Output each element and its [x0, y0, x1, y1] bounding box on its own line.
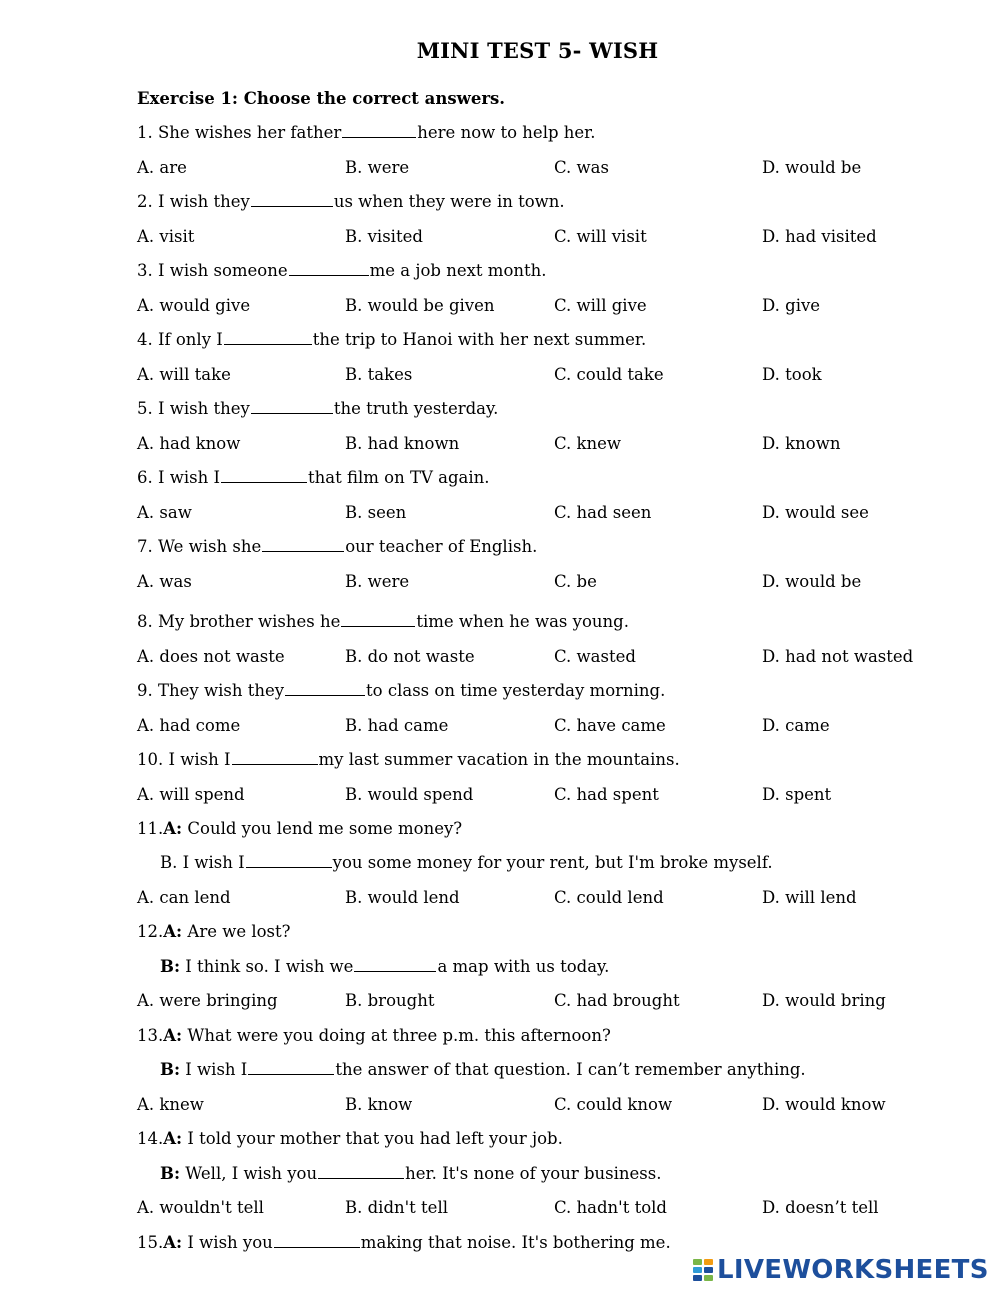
option-c[interactable]: C. wasted	[554, 647, 636, 666]
option-c[interactable]: C. had brought	[554, 991, 680, 1010]
speaker-b-label: B:	[160, 1164, 181, 1183]
speaker-b-text: I wish I	[177, 853, 245, 872]
question-stem: 5. I wish they	[137, 399, 250, 418]
option-d[interactable]: D. would be	[762, 158, 862, 177]
question-stem-end: here now to help her.	[417, 123, 596, 142]
option-a[interactable]: A. wouldn't tell	[137, 1198, 264, 1217]
question-stem-end: to class on time yesterday morning.	[366, 681, 666, 700]
question-number: 14.	[137, 1129, 164, 1148]
option-b[interactable]: B. would lend	[345, 888, 460, 907]
liveworksheets-logo-icon	[692, 1257, 714, 1283]
speaker-b-text-end: her. It's none of your business.	[405, 1164, 662, 1183]
question-number: 13.	[137, 1026, 164, 1045]
option-b[interactable]: B. didn't tell	[345, 1198, 449, 1217]
option-c[interactable]: C. could take	[554, 365, 664, 384]
option-d[interactable]: D. would know	[762, 1095, 886, 1114]
speaker-a-text: I wish you	[182, 1233, 273, 1252]
speaker-a-label: A:	[163, 1233, 183, 1252]
question-stem-end: that film on TV again.	[308, 468, 490, 487]
speaker-b-text-end: a map with us today.	[437, 957, 610, 976]
speaker-a-text: Could you lend me some money?	[182, 819, 463, 838]
answer-blank[interactable]	[285, 680, 365, 696]
option-b[interactable]: B. takes	[345, 365, 413, 384]
option-a[interactable]: A. will take	[137, 365, 231, 384]
answer-blank[interactable]	[318, 1163, 404, 1179]
speaker-a-label: A:	[163, 819, 183, 838]
answer-blank[interactable]	[221, 467, 307, 483]
speaker-a-text: Are we lost?	[182, 922, 291, 941]
option-a[interactable]: A. will spend	[137, 785, 245, 804]
question-stem-end: my last summer vacation in the mountains.	[318, 750, 680, 769]
question-stem: 3. I wish someone	[137, 261, 288, 280]
question-stem: 8. My brother wishes he	[137, 612, 341, 631]
question-stem-end: us when they were in town.	[333, 192, 565, 211]
question-stem-end: me a job next month.	[369, 261, 547, 280]
speaker-b-text: Well, I wish you	[180, 1164, 318, 1183]
question-stem-end: the trip to Hanoi with her next summer.	[312, 330, 647, 349]
option-d[interactable]: D. would be	[762, 572, 862, 591]
option-c[interactable]: C. had seen	[554, 503, 652, 522]
option-b[interactable]: B. had came	[345, 716, 449, 735]
speaker-b-label: B:	[160, 1060, 181, 1079]
exercise-heading: Exercise 1: Choose the correct answers.	[137, 89, 506, 108]
answer-blank[interactable]	[262, 536, 344, 552]
answer-blank[interactable]	[224, 329, 312, 345]
option-b[interactable]: B. seen	[345, 503, 407, 522]
speaker-a-label: A:	[163, 1026, 183, 1045]
option-b[interactable]: B. do not waste	[345, 647, 475, 666]
logo-text: LIVEWORKSHEETS	[717, 1255, 989, 1285]
option-d[interactable]: D. would see	[762, 503, 869, 522]
answer-blank[interactable]	[248, 1059, 334, 1075]
option-a[interactable]: A. can lend	[137, 888, 231, 907]
question-stem-end: time when he was young.	[416, 612, 629, 631]
option-c[interactable]: C. will give	[554, 296, 647, 315]
option-a[interactable]: A. was	[137, 572, 192, 591]
option-d[interactable]: D. had not wasted	[762, 647, 914, 666]
option-d[interactable]: D. came	[762, 716, 830, 735]
question-stem: 10. I wish I	[137, 750, 231, 769]
speaker-b-text-end: the answer of that question. I can’t remember anything.	[335, 1060, 806, 1079]
option-b[interactable]: B. were	[345, 158, 410, 177]
speaker-a-text: What were you doing at three p.m. this afternoon?	[182, 1026, 611, 1045]
question-number: 11.	[137, 819, 164, 838]
liveworksheets-logo	[692, 1253, 989, 1287]
option-c[interactable]: C. be	[554, 572, 597, 591]
answer-blank[interactable]	[341, 611, 415, 627]
speaker-a-text-end: making that noise. It's bothering me.	[360, 1233, 671, 1252]
option-b[interactable]: B. were	[345, 572, 410, 591]
question-stem: 1. She wishes her father	[137, 123, 342, 142]
option-a[interactable]: A. would give	[137, 296, 251, 315]
answer-blank[interactable]	[354, 956, 436, 972]
speaker-a-text: I told your mother that you had left your job.	[182, 1129, 563, 1148]
option-c[interactable]: C. will visit	[554, 227, 647, 246]
option-a[interactable]: A. are	[137, 158, 187, 177]
option-d[interactable]: D. known	[762, 434, 841, 453]
speaker-b-label: B:	[160, 957, 181, 976]
question-stem: 6. I wish I	[137, 468, 221, 487]
question-stem: 9. They wish they	[137, 681, 285, 700]
question-stem: 7. We wish she	[137, 537, 262, 556]
answer-blank[interactable]	[232, 749, 318, 765]
option-a[interactable]: A. does not waste	[137, 647, 285, 666]
answer-blank[interactable]	[251, 398, 333, 414]
option-d[interactable]: D. had visited	[762, 227, 877, 246]
option-c[interactable]: C. was	[554, 158, 609, 177]
question-stem: 4. If only I	[137, 330, 223, 349]
option-d[interactable]: D. took	[762, 365, 822, 384]
answer-blank[interactable]	[251, 191, 333, 207]
option-b[interactable]: B. would spend	[345, 785, 474, 804]
option-b[interactable]: B. would be given	[345, 296, 495, 315]
question-stem-end: our teacher of English.	[345, 537, 538, 556]
option-d[interactable]: D. spent	[762, 785, 832, 804]
option-a[interactable]: A. were bringing	[137, 991, 278, 1010]
option-c[interactable]: C. knew	[554, 434, 622, 453]
option-a[interactable]: A. visit	[137, 227, 195, 246]
speaker-b-text-end: you some money for your rent, but I'm broke myself.	[332, 853, 773, 872]
option-d[interactable]: D. give	[762, 296, 821, 315]
option-d[interactable]: D. doesn’t tell	[762, 1198, 879, 1217]
option-b[interactable]: B. brought	[345, 991, 435, 1010]
question-number: 12.	[137, 922, 164, 941]
option-c[interactable]: C. had spent	[554, 785, 659, 804]
option-a[interactable]: A. had know	[137, 434, 241, 453]
answer-blank[interactable]	[342, 122, 416, 138]
question-stem: 2. I wish they	[137, 192, 250, 211]
speaker-b-label: B.	[160, 853, 178, 872]
answer-blank[interactable]	[274, 1232, 360, 1248]
speaker-a-label: A:	[163, 922, 183, 941]
speaker-b-text: I think so. I wish we	[180, 957, 354, 976]
page-title: MINI TEST 5- WISH	[416, 38, 659, 63]
answer-blank[interactable]	[246, 852, 332, 868]
option-b[interactable]: B. had known	[345, 434, 460, 453]
option-c[interactable]: C. could know	[554, 1095, 673, 1114]
option-a[interactable]: A. knew	[137, 1095, 204, 1114]
option-b[interactable]: B. know	[345, 1095, 413, 1114]
option-d[interactable]: D. will lend	[762, 888, 857, 907]
option-a[interactable]: A. had come	[137, 716, 241, 735]
speaker-a-label: A:	[163, 1129, 183, 1148]
option-c[interactable]: C. hadn't told	[554, 1198, 667, 1217]
option-c[interactable]: C. have came	[554, 716, 666, 735]
option-d[interactable]: D. would bring	[762, 991, 886, 1010]
speaker-b-text: I wish I	[180, 1060, 248, 1079]
option-a[interactable]: A. saw	[137, 503, 192, 522]
option-b[interactable]: B. visited	[345, 227, 423, 246]
question-stem-end: the truth yesterday.	[333, 399, 499, 418]
question-number: 15.	[137, 1233, 164, 1252]
option-c[interactable]: C. could lend	[554, 888, 664, 907]
answer-blank[interactable]	[289, 260, 369, 276]
